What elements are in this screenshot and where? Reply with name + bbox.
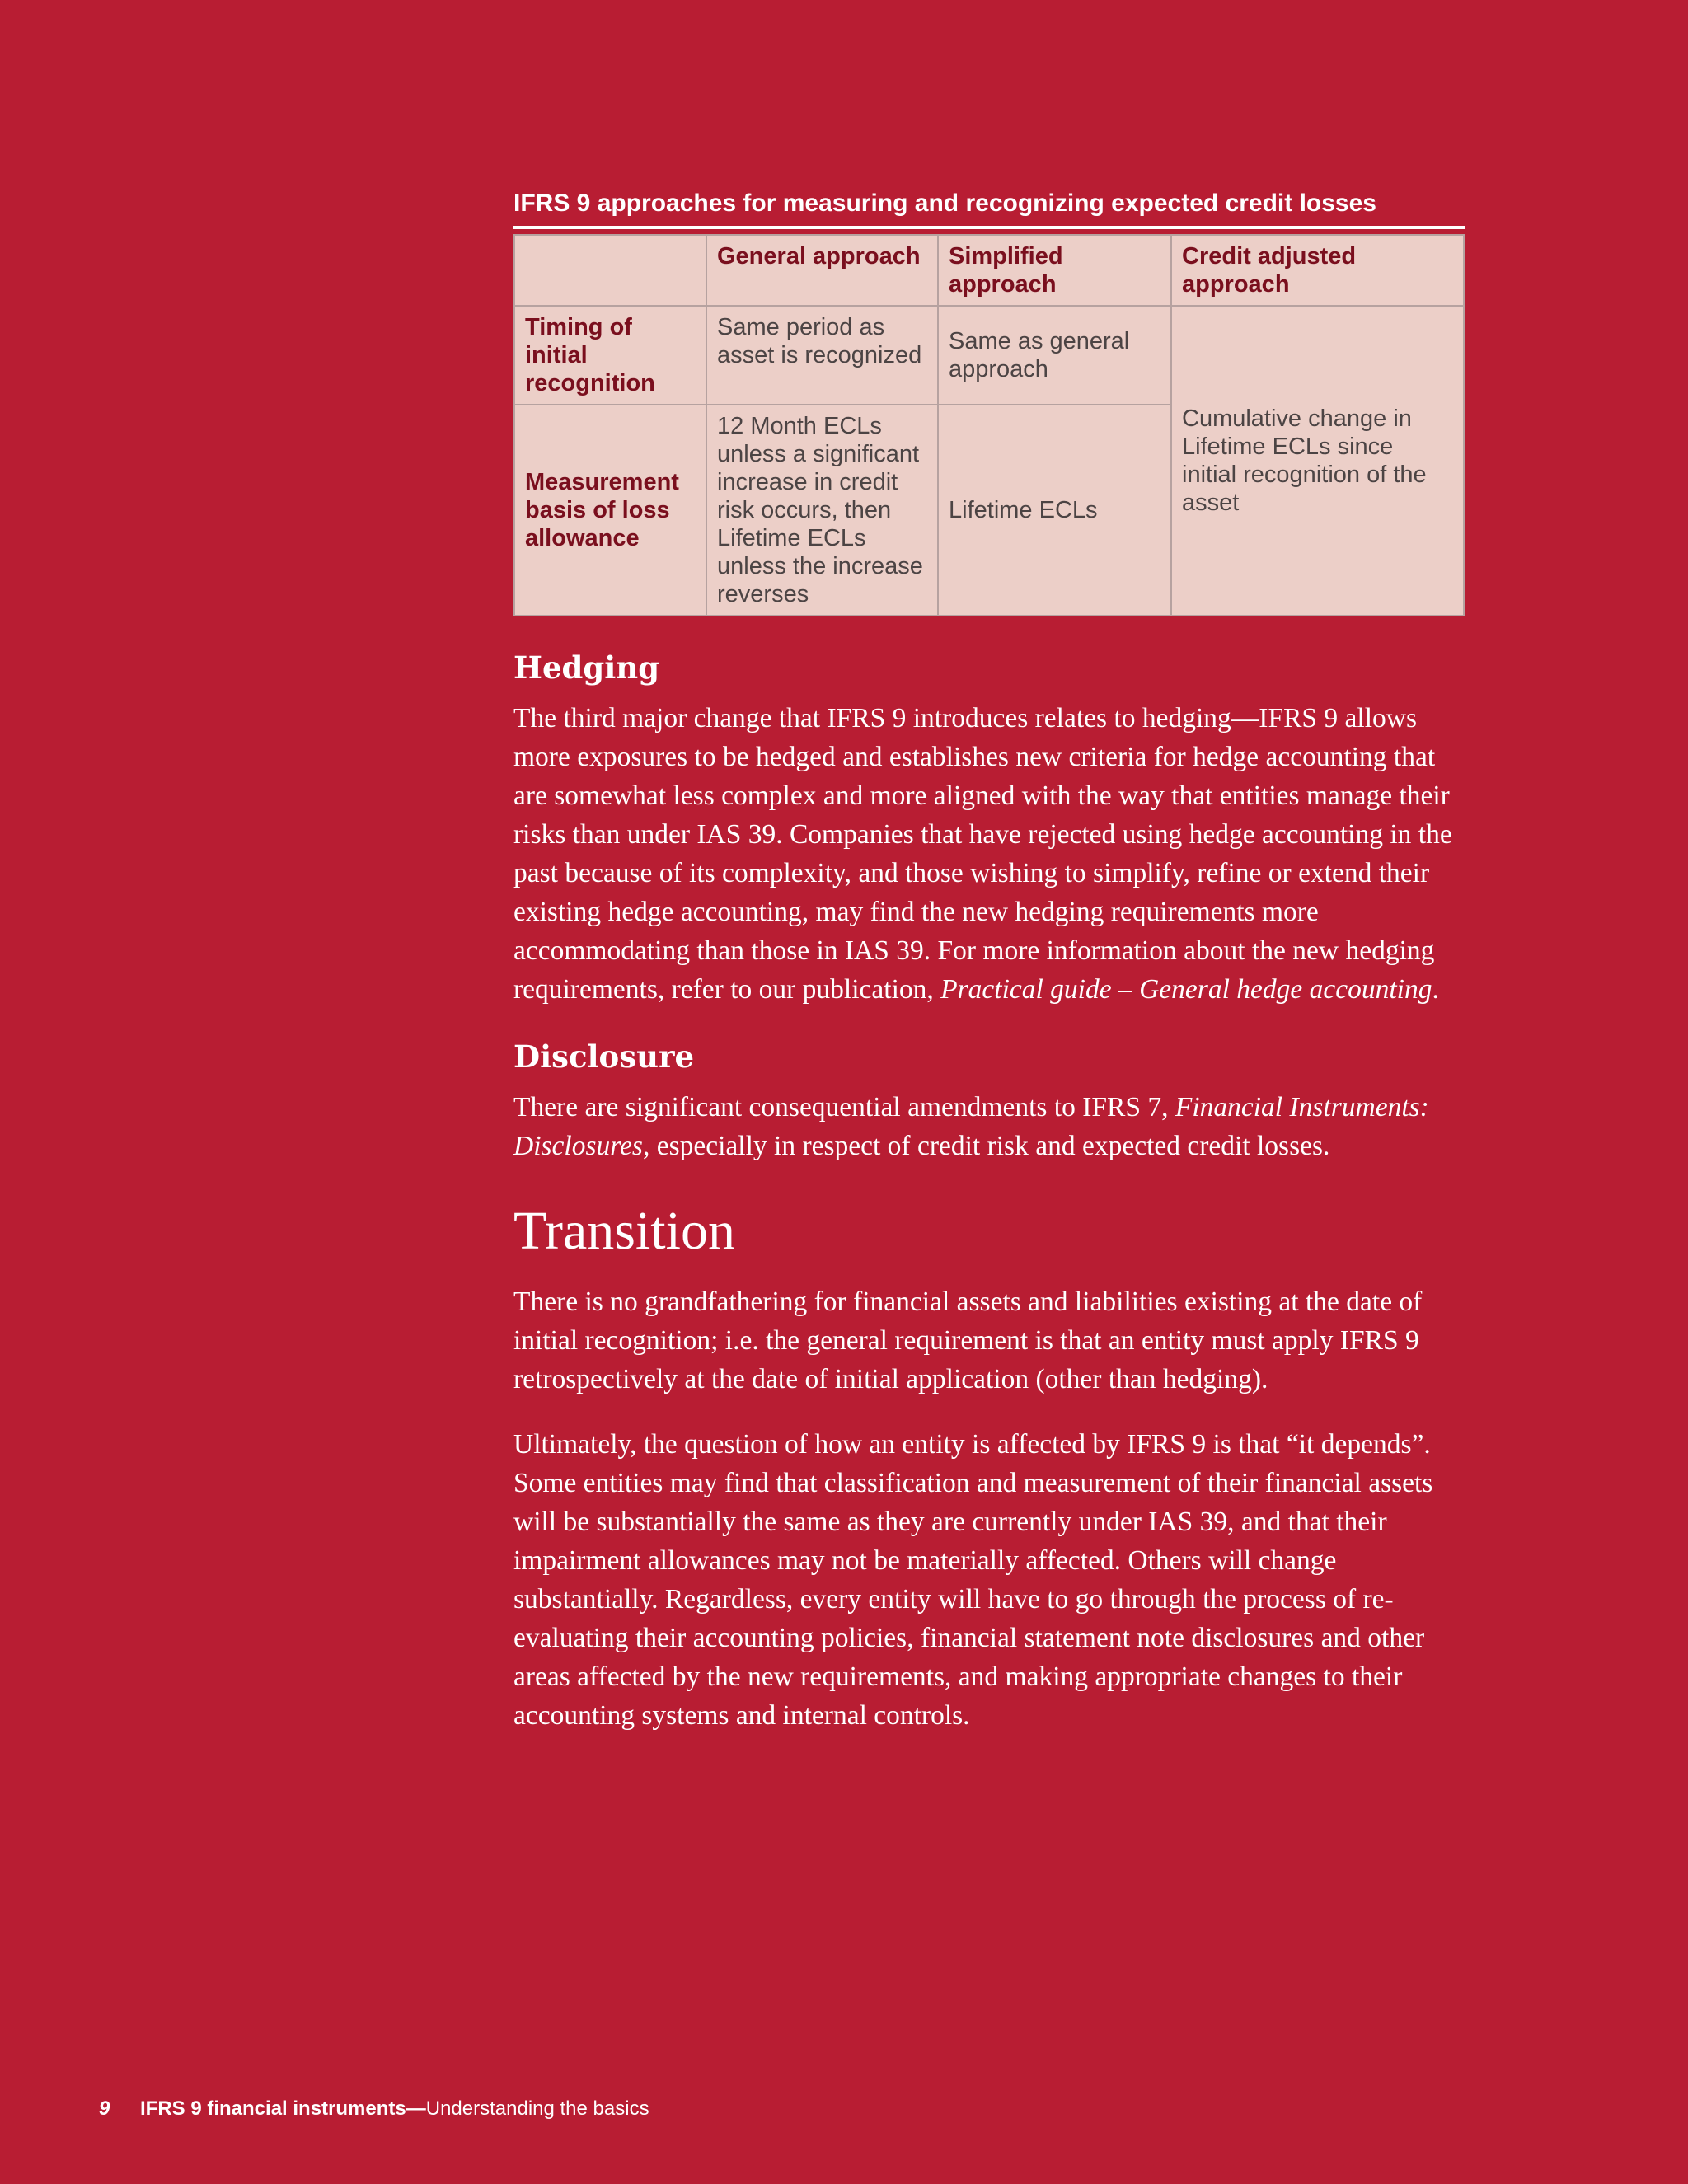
hedging-text: The third major change that IFRS 9 introduces relates to hedging—IFRS 9 allows more exposures to be hedged and establishes new criteria for hedge accounting that are somewhat less complex and more aligned with the way that entities manage their risks than under IAS 39. Companies that have rejected using hedge accounting in the past because of its complexity, and those wishing to simplify, refine or extend their existing hedge accounting, may find the new hedging requirements more accommodating than those in IAS 39. For more information about the new hedging requirements, refer to our publication, (513, 703, 1452, 1005)
transition-paragraph-2: Ultimately, the question of how an entity is affected by IFRS 9 is that “it depends”. Some entities may find that classification and measurement of their financial assets will be substantially the same as they are currently under IAS 39, and that their impairment allowances may not be materially affected. Others will change substantially. Regardless, every entity will have to go through the process of re-evaluating their accounting policies, financial statement note disclosures and other areas affected by the new requirements, and making appropriate changes to their accounting systems and internal controls. (513, 1429, 1433, 1731)
ecl-approaches-table (513, 234, 1465, 616)
disclosure-standard-title: Financial Instruments: Disclosures (513, 1092, 1429, 1161)
page-footer (99, 2097, 649, 2121)
table-row (514, 306, 1464, 405)
table-header-corner (514, 235, 706, 306)
table-header-general: General approach (706, 235, 938, 306)
disclosure-heading: Disclosure (513, 1038, 695, 1075)
page-number: 9 (99, 2097, 110, 2120)
row-label-measurement: Measurement basis of loss allowance (514, 405, 706, 616)
hedging-heading: Hedging (513, 649, 660, 686)
table-header-credit-adjusted: Credit adjusted approach (1171, 235, 1464, 306)
hedging-paragraph (513, 699, 1465, 1009)
table-title: IFRS 9 approaches for measuring and recognizing expected credit losses (513, 188, 1465, 229)
hedging-publication-title: Practical guide – General hedge accounting (940, 974, 1432, 1005)
cell-timing-simplified: Same as general approach (938, 306, 1171, 405)
table-header-row (514, 235, 1464, 306)
footer-title: IFRS 9 financial instruments— (140, 2097, 426, 2120)
hedging-text-end: . (1432, 974, 1439, 1005)
transition-heading: Transition (513, 1201, 735, 1261)
cell-measurement-general: 12 Month ECLs unless a significant increase in credit risk occurs, then Lifetime ECLs unless the increase reverses (706, 405, 938, 616)
disclosure-text-end: , especially in respect of credit risk and expected credit losses. (642, 1131, 1330, 1161)
table-header-simplified: Simplified approach (938, 235, 1171, 306)
transition-paragraph-1: There is no grandfathering for financial assets and liabilities existing at the date of initial recognition; i.e. the general requirement is that an entity must apply IFRS 9 retrospectively at the date of initial application (other than hedging). (513, 1286, 1423, 1394)
footer-subtitle: Understanding the basics (425, 2097, 649, 2120)
disclosure-text: There are significant consequential amendments to IFRS 7, (513, 1092, 1175, 1122)
row-label-timing: Timing of initial recognition (514, 306, 706, 405)
disclosure-paragraph (513, 1088, 1465, 1165)
cell-measurement-simplified: Lifetime ECLs (938, 405, 1171, 616)
cell-credit-adjusted: Cumulative change in Lifetime ECLs since initial recognition of the asset (1171, 306, 1464, 616)
cell-timing-general: Same period as asset is recognized (706, 306, 938, 405)
page-content (513, 188, 1465, 1735)
